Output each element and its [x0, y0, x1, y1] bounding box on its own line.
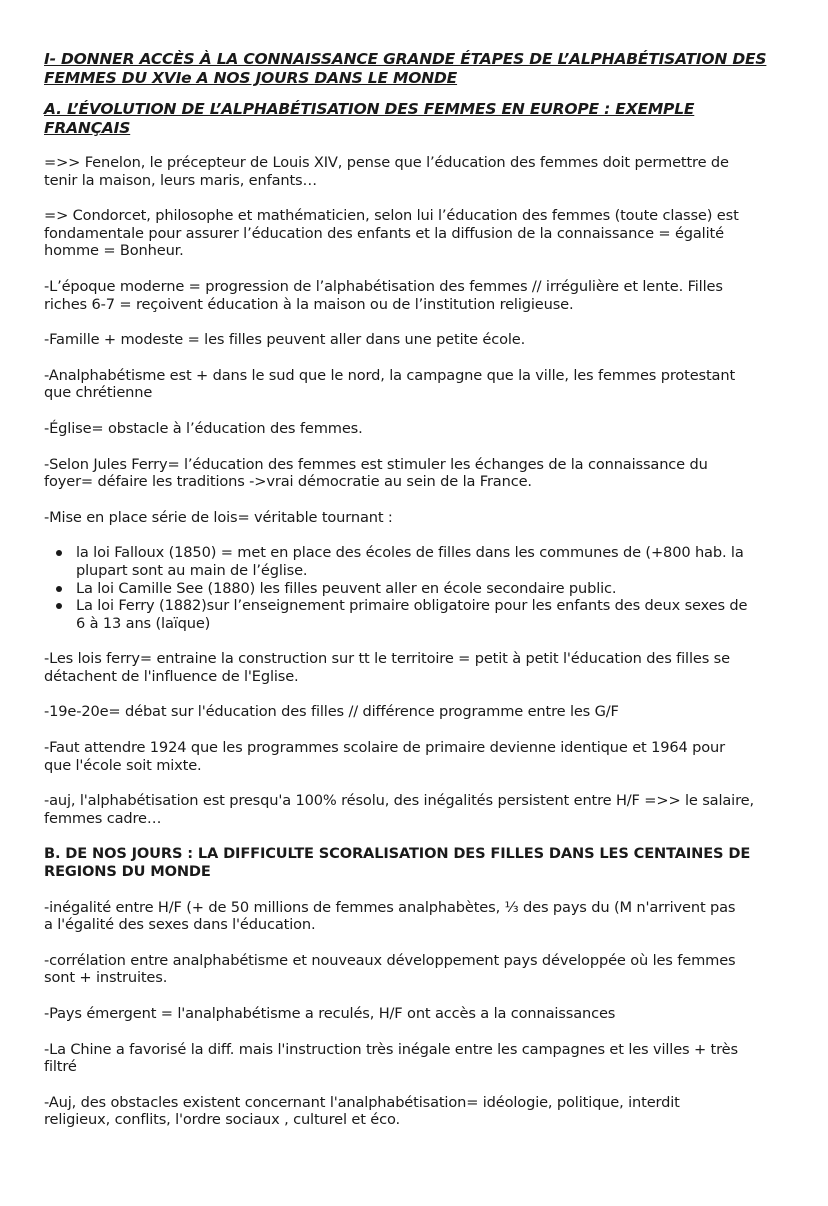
text-line: -Pays émergent = l'analphabétisme a reculés, H/F ont accès a la connaissances	[44, 1005, 616, 1022]
text-line: -inégalité entre H/F (+ de 50 millions de femmes analphabètes, ⅓ des pays du (M n'arrivent pas	[44, 898, 736, 916]
text-line: détachent de l'influence de l'Eglise.	[44, 667, 299, 685]
text-line: =>> Fenelon, le précepteur de Louis XIV, pense que l’éducation des femmes doit permettre de	[44, 154, 729, 171]
paragraph	[44, 899, 782, 934]
text-line: -19e-20e= débat sur l'éducation des filles // différence programme entre les G/F	[44, 703, 619, 721]
section-b-heading	[44, 845, 782, 880]
paragraph	[44, 650, 782, 685]
paragraph	[44, 1005, 782, 1023]
text-line: REGIONS DU MONDE	[44, 863, 211, 881]
list-item	[44, 544, 782, 579]
paragraph	[44, 331, 782, 349]
title-line: FEMMES DU XVIe A NOS JOURS DANS LE MONDE	[44, 69, 458, 87]
text-line: femmes cadre…	[44, 809, 162, 827]
text-line: homme = Bonheur.	[44, 242, 184, 260]
paragraph	[44, 456, 782, 491]
title-line: I- DONNER ACCÈS À LA CONNAISSANCE GRANDE ÉTAPES DE L’ALPHABÉTISATION DES	[44, 50, 767, 68]
text-line: -La Chine a favorisé la diff. mais l'instruction très inégale entre les campagnes et les villes + très	[44, 1040, 738, 1058]
text-line: religieux, conflits, l'ordre sociaux , culturel et éco.	[44, 1111, 400, 1129]
text-line: -L’époque moderne = progression de l’alphabétisation des femmes // irrégulière et lente. Filles	[44, 277, 723, 295]
document-title	[44, 50, 782, 88]
section-a-heading: A. L’ÉVOLUTION DE L’ALPHABÉTISATION DES FEMMES EN EUROPE : EXEMPLE FRANÇAIS	[44, 100, 695, 137]
laws-list	[44, 544, 782, 632]
text-line: -Selon Jules Ferry= l’éducation des femmes est stimuler les échanges de la connaissance du	[44, 455, 708, 473]
text-line: plupart sont au main de l’église.	[76, 561, 308, 579]
bullet-icon	[56, 603, 62, 609]
text-line: foyer= défaire les traditions ->vrai démocratie au sein de la France.	[44, 473, 532, 491]
paragraph	[44, 1094, 782, 1129]
text-line: -Église= obstacle à l’éducation des femmes.	[44, 419, 363, 437]
paragraph	[44, 703, 782, 721]
text-line: fondamentale pour assurer l’éducation des enfants et la diffusion de la connaissance = égalité	[44, 224, 724, 242]
paragraph	[44, 278, 782, 313]
text-line: B. DE NOS JOURS : LA DIFFICULTE SCORALISATION DES FILLES DANS LES CENTAINES DE	[44, 845, 751, 863]
text-line: a l'égalité des sexes dans l'éducation.	[44, 916, 316, 934]
text-line: filtré	[44, 1058, 77, 1076]
text-line: riches 6-7 = reçoivent éducation à la maison ou de l’institution religieuse.	[44, 295, 574, 313]
paragraph	[44, 792, 782, 827]
text-line: tenir la maison, leurs maris, enfants…	[44, 171, 317, 189]
paragraph	[44, 367, 782, 402]
text-line: -corrélation entre analphabétisme et nouveaux développement pays développée où les femmes	[44, 951, 736, 969]
text-line: -Famille + modeste = les filles peuvent aller dans une petite école.	[44, 331, 526, 349]
list-item	[44, 597, 782, 632]
text-line: sont + instruites.	[44, 969, 168, 987]
paragraph	[44, 420, 782, 438]
paragraph	[44, 509, 782, 527]
text-line: -Auj, des obstacles existent concernant l'analphabétisation= idéologie, politique, interdit	[44, 1093, 680, 1111]
list-item	[44, 580, 782, 598]
paragraph	[44, 1041, 782, 1076]
bullet-icon	[56, 586, 62, 592]
paragraph	[44, 154, 782, 189]
text-line: que chrétienne	[44, 384, 153, 402]
text-line: que l'école soit mixte.	[44, 756, 202, 774]
paragraph	[44, 207, 782, 260]
text-line: La loi Ferry (1882)sur l’enseignement primaire obligatoire pour les enfants des deux sexes de	[76, 597, 748, 615]
bullet-icon	[56, 550, 62, 556]
text-line: -Mise en place série de lois= véritable tournant :	[44, 508, 393, 526]
text-line: -Les lois ferry= entraine la construction sur tt le territoire = petit à petit l'éducation des filles se	[44, 650, 730, 668]
text-line: la loi Falloux (1850) = met en place des écoles de filles dans les communes de (+800 hab. la	[76, 544, 744, 562]
text-line: => Condorcet, philosophe et mathématicien, selon lui l’éducation des femmes (toute classe) est	[44, 207, 739, 225]
text-line: -Faut attendre 1924 que les programmes scolaire de primaire devienne identique et 1964 pour	[44, 739, 725, 757]
text-line: -Analphabétisme est + dans le sud que le nord, la campagne que la ville, les femmes protestant	[44, 366, 736, 384]
text-line: -auj, l'alphabétisation est presqu'a 100% résolu, des inégalités persistent entre H/F =>> le salaire,	[44, 792, 754, 810]
text-line: La loi Camille See (1880) les filles peuvent aller en école secondaire public.	[76, 579, 617, 597]
paragraph	[44, 952, 782, 987]
text-line: 6 à 13 ans (laïque)	[76, 614, 211, 632]
paragraph	[44, 739, 782, 774]
